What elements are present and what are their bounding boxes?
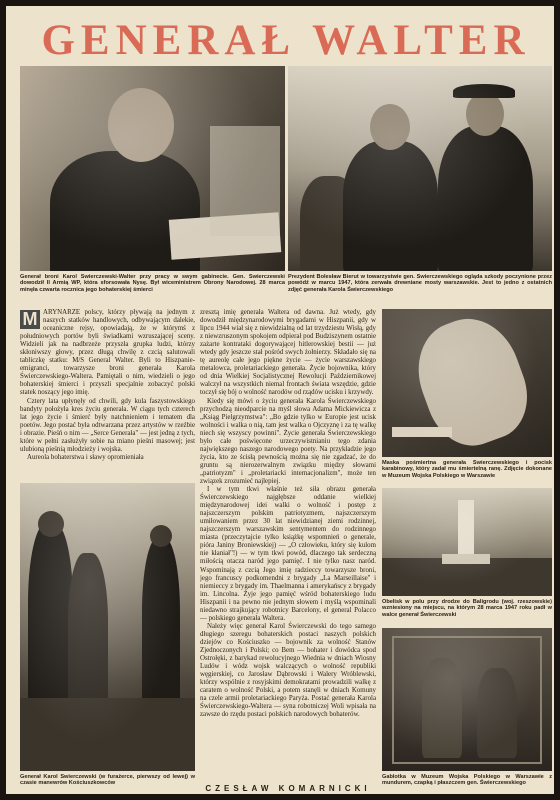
author-byline: CZESŁAW KOMARNICKI <box>205 784 371 793</box>
article-paragraph: Należy więc generał Karol Świerczewski do tego samego długiego szeregu bohaterskich postaci naszych polskich dziejów co Kościuszko — bojownik za wolność Stanów Zjednoczonych i Polski; co Bem — bohater i dowódca spod Ostrołęki, z barykad rewolucyjnego Wiednia w dniach Wiosny Ludów i wódz wojsk walczących o wolność republiki węgierskiej, co Jarosław Dąbrowski i Walery Wróblewski, którzy wspólnie z rosyjskimi demokratami prowadzili walkę z caratem o wolność Polski, a potem stanęli w dniach Komuny na czele armii proletariackiego Paryża. Postać generała Karola Świerczewskiego-Waltera — syna robotniczej Woli wpisała na zawsze do rzędu postaci polskich narodowych bohaterów. <box>200 622 376 719</box>
caption-death-mask: Maska pośmiertna generała Świerczewskiego i pocisk karabinowy, który zadał mu śmiertelną ranę. Zdjęcie dokonane w Muzeum Wojska Polskiego w Warszawie <box>382 460 552 479</box>
article-column-1 <box>20 309 195 481</box>
page-title: GENERAŁ WALTER <box>41 17 531 64</box>
drop-cap: M <box>20 310 40 329</box>
caption-general-at-desk: Generał broni Karol Świerczewski-Walter przy pracy w swym gabinecie. Gen. Świerczewski dowodził II Armią WP, która sforsowała Nysę. Był wiceministrem Obrony Narodowej. 28 marca minęła czwarta rocznica jego bohaterskiej śmierci <box>20 274 285 293</box>
photo-museum-cabinet <box>382 628 552 771</box>
photo-bierut-with-general <box>288 66 552 271</box>
article-paragraph: zresztą imię generała Waltera od dawna. Już wtedy, gdy dowodził międzynarodowymi brygadami w Hiszpanii, gdy w lipcu 1944 wiał się z niewidzialną od lat trzydziestu Wisłą, gdy z niewzruszonym spokojem odpierał pod Budziszynem ostatnie zażarte kontrataki dogorywającej hitlerowskiej bestii — już wtedy gdy jeszcze stał pośród swych żołnierzy. Składało się na tę aureolę całe jego piękne życie — życie warszawskiego metalowca, proletariackiego generała. Życie bojownika, który od dnia Wielkiej Socjalistycznej Rewolucji Październikowej walczył na wszystkich niemal frontach świata wszędzie, gdzie toczył się bój o wolność narodów od rządów ucisku i krzywdy. <box>200 309 376 397</box>
caption-obelisk: Obelisk w polu przy drodze do Baligrodu (woj. rzeszowskie) wzniesiony na miejscu, na którym 28 marca 1947 roku padł w walce generał Świerczewski <box>382 599 552 618</box>
article-paragraph: Aureola bohaterstwa i sławy opromieniała <box>27 453 144 461</box>
photo-death-mask <box>382 309 552 457</box>
caption-museum-cabinet: Gablotka w Muzeum Wojska Polskiego w Warszawie z mundurem, czapką i płaszczem gen. Świerczewskiego <box>382 774 552 787</box>
article-paragraph: Kiedy się mówi o życiu generała Karola Świerczewskiego przychodzą nieodparcie na myśl słowa Adama Mickiewicza z „Ksiąg Pielgrzymstwa": „Bo gdzie tylko w Europie jest ucisk wolności i walka o nią, tam jest walka o Ojczyznę i za tę walkę niech się wszyscy powinni". Życie generała Świerczewskiego było całe poświęcone urzeczywistnianiu tego zdania największego naszego narodowego poety. Na przykładzie jego życia, kto ze ścisłą pewnością można się nie zgadzać, że do gruntu są nierozerwalnym związku między słowami „patriotyzm" i „proletariacki internacjonalizm", może ten związek zrozumieć najlepiej. <box>200 397 376 485</box>
photo-obelisk <box>382 488 552 596</box>
caption-bierut-with-general: Prezydent Bolesław Bierut w towarzystwie gen. Świerczewskiego ogląda szkody poczynione przez powódź w marcu 1947, która zerwała drewniane mosty warszawskie. Jest to jedno z ostatnich zdjęć generała Karola Świerczewskiego <box>288 274 552 293</box>
article-paragraph: Cztery lata upłynęły od chwili, gdy kula faszystowskiego bandyty położyła kres życiu generała. W ciągu tych czterech lat jego życie i śmierć były natchnieniem i tematem dla poetów. Jego postać była odtwarzana przez artystów w rzeźbie i obrazie. Pieśń o nim — „Serce Generała" — jest jedną z tych, które w pełni zasłużyły sobie na miano pieśni masowej; jest ulubioną pieśnią młodzieży i wojska. <box>20 397 195 453</box>
caption-manoeuvres: Generał Karol Świerczewski (w furażerce, pierwszy od lewej) w czasie manewrów Kościuszkowców <box>20 774 195 787</box>
article-paragraph: ARYNARZE polscy, którzy pływają na jednym z naszych statków handlowych, odbywającym dalekie, oceaniczne rejsy, opowiadają, że w którymś z południowych portów byli świadkami wzruszającej sceny. Widzieli jak na nadbrzeże przyszła grupka ludzi, którzy skłoniwszy głowy, przez długą chwilę z czcią salutowali tabliczkę statku: M/S General Walter. Byli to Hiszpanie-emigranci, towarzysze broni generała Karola Świerczewskiego-Waltera. Pamiętali o nim, wiedzieli o jego bohaterskiej śmierci i przyszli specjalnie zobaczyć polski statek noszący jego imię. <box>20 309 195 397</box>
photo-general-at-desk <box>20 66 285 271</box>
article-paragraph: I w tym tkwi właśnie też siła obrazu generała Świerczewskiego najgłębsze oddanie wielkiej międzynarodowej idei walki o wolność i postęp z najszczerszym polskim patriotyzmem, najszczerszym umiłowaniem przez 30 lat niewidzianej ziemi rodzinnej, najszczerszym warszawskim sentymentem do rodzinnego miasta (przeczytajcie tylko książkę wspomnień o generale, pióra Janiny Broniewskiej) — „O człowieku, który się kulom nie kłaniał"!) — w tym tkwi powód, dlaczego tak serdeczną miłością otacza naród jego pamięć. I nie tylko nasz naród. Wspominają z czcią Jego imię radzieccy towarzysze broni, jego francuscy podkomendni z brygady „La Marseillaise" i niemieccy z brygady im. Thaelmanna i amerykańscy z brygady im. Lincolna. Żyje jego pamięć wśród bohaterskiego ludu Hiszpanii i na pewno nie jednym słowem i myślą wspominali niedawno strajkujący robotnicy Barcelony, el general Polacco — polskiego generała Waltera. <box>200 486 376 622</box>
photo-manoeuvres <box>20 483 195 771</box>
article-column-2 <box>200 309 376 782</box>
